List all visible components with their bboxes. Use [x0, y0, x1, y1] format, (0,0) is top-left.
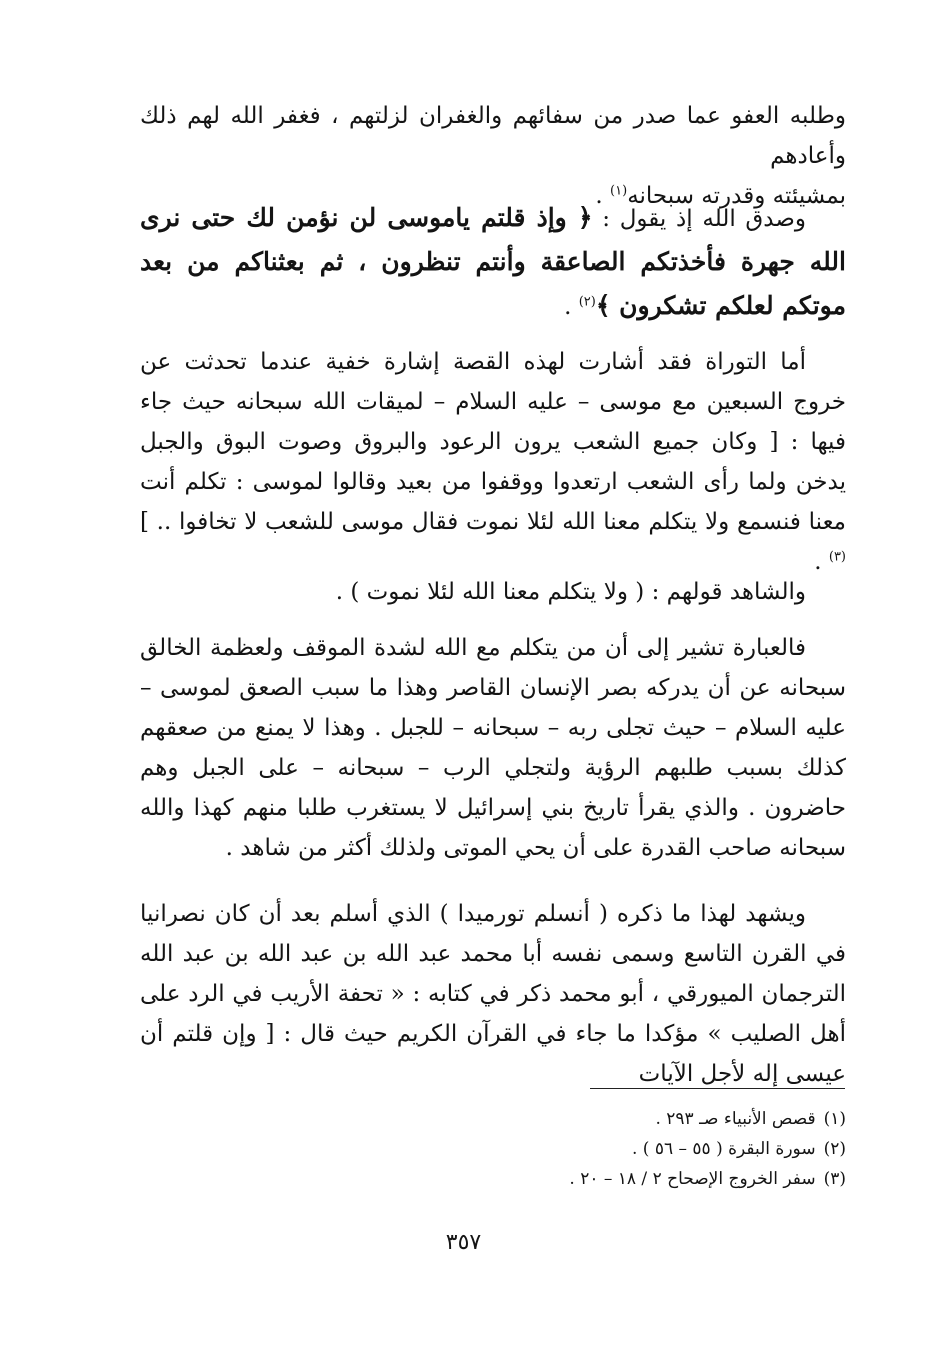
footnote-ref-1: (١)	[610, 183, 628, 199]
footnote-2-number: (٢)	[823, 1139, 846, 1159]
paragraph-2-end: .	[564, 294, 579, 320]
paragraph-5: فالعبارة تشير إلى أن من يتكلم مع الله لشدة الموقف ولعظمة الخالق سبحانه عن أن يدركه بصر الإنسان القاصر وهذا ما سبب الصعق لموسى – عليه السلام – حيث تجلى ربه – سبحانه – للجبل . وهذا لا يمنع من صعقهم كذلك بسبب طلبهم الرؤية ولتجلي الرب – سبحانه – على الجبل وهم حاضرون . والذي يقرأ تاريخ بني إسرائيل لا يستغرب طلبا منهم كهذا والله سبحانه صاحب القدرة على أن يحي الموتى ولذلك أكثر من شاهد .	[140, 635, 846, 861]
footnote-3-number: (٣)	[823, 1169, 846, 1189]
footnote-ref-3: (٣)	[828, 549, 846, 565]
paragraph-3-end: .	[814, 549, 829, 575]
footnote-3	[140, 1164, 846, 1194]
page-number: ٣٥٧	[445, 1230, 482, 1255]
footnote-2-text: سورة البقرة ( ٥٥ – ٥٦ ) .	[631, 1139, 816, 1159]
paragraph-4: والشاهد قولهم : ( ولا يتكلم معنا الله لئلا نموت ) .	[335, 579, 806, 605]
paragraph-3-text: أما التوراة فقد أشارت لهذه القصة إشارة خفية عندما تحدثت عن خروج السبعين مع موسى – عليه السلام – لميقات الله سبحانه حيث جاء فيها : [ وكان جميع الشعب يرون الرعود والبروق وصوت البوق والجبل يدخن ولما رأى الشعب ارتعدوا ووقفوا من بعيد وقالوا لموسى : تكلم أنت معنا فنسمع ولا يتكلم معنا الله لئلا نموت فقال موسى للشعب لا تخافوا .. ]	[140, 349, 846, 535]
quran-intro: وصدق الله إذ يقول :	[592, 206, 806, 232]
footnote-divider	[590, 1088, 845, 1089]
paragraph-1-line-2-text: بمشيئته وقدرته سبحانه	[627, 183, 846, 209]
paragraph-1-end: .	[595, 183, 611, 209]
footnote-1-text: قصص الأنبياء صـ ٢٩٣ .	[655, 1109, 816, 1129]
footnote-1	[140, 1104, 846, 1134]
paragraph-3	[140, 342, 846, 582]
footnotes	[140, 1104, 846, 1194]
quran-verse: ﴿ وإذ قلتم ياموسى لن نؤمن لك حتى نرى الله جهرة فأخذتكم الصاعقة وأنتم تنظرون ، ثم بعثناكم من بعد موتكم لعلكم تشكرون ﴾	[140, 203, 846, 320]
footnote-3-text: سفر الخروج الإصحاح ٢ / ١٨ – ٢٠ .	[569, 1169, 816, 1189]
paragraph-2	[140, 196, 846, 328]
footnote-1-number: (١)	[823, 1109, 846, 1129]
footnote-ref-2: (٢)	[578, 294, 596, 310]
footnote-2	[140, 1134, 846, 1164]
paragraph-6: ويشهد لهذا ما ذكره ( أنسلم تورميدا ) الذي أسلم بعد أن كان نصرانيا في القرن التاسع وسمى نفسه أبا محمد عبد الله بن عبد الله بن عبد الله الترجمان الميورقي ، أبو محمد ذكر في كتابه : « تحفة الأريب في الرد على أهل الصليب » مؤكدا ما جاء في القرآن الكريم حيث قال : [ وإن قلتم أن عيسى إله لأجل الآيات	[140, 901, 846, 1087]
paragraph-1-line-1: وطلبه العفو عما صدر من سفائهم والغفران لزلتهم ، فغفر الله لهم ذلك وأعادهم	[140, 103, 846, 169]
